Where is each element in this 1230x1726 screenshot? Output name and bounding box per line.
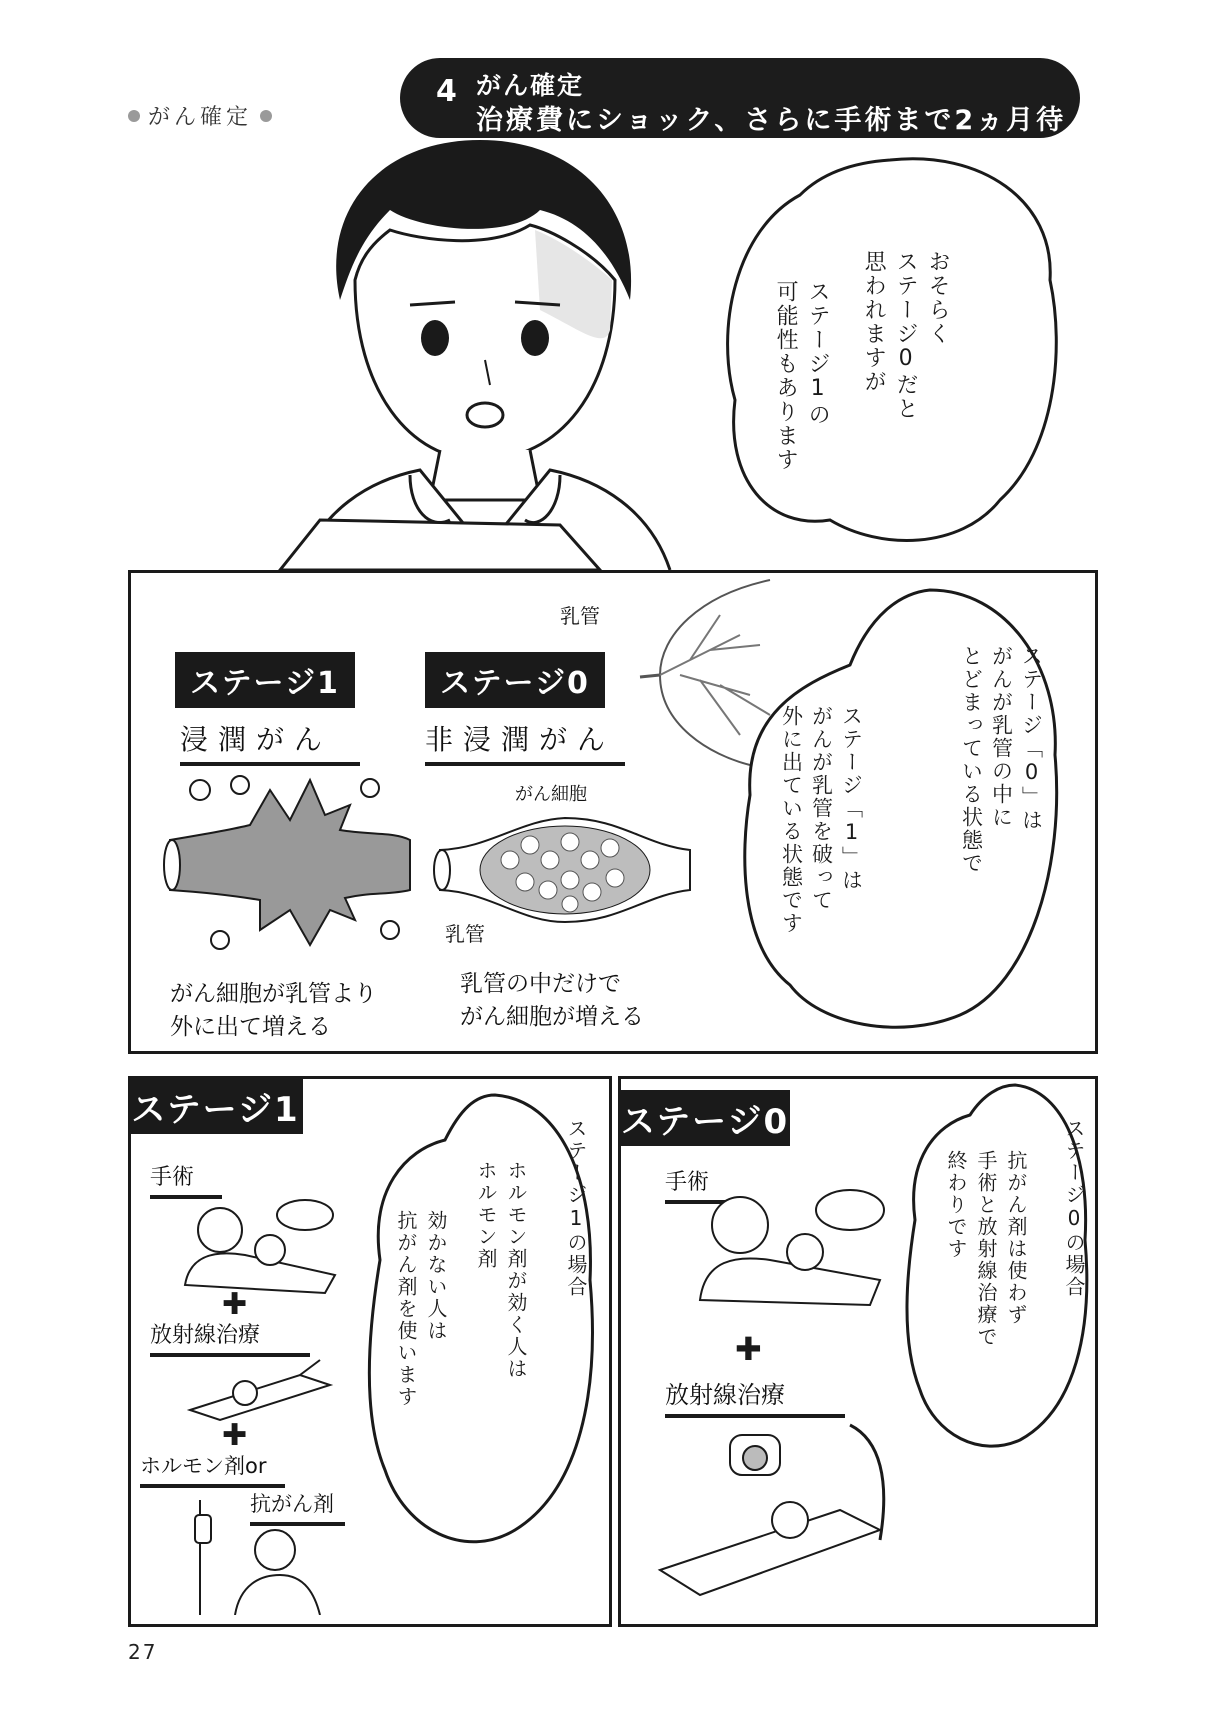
- stage1-caption-line2: 外に出て増える: [170, 1014, 331, 1040]
- bubble2-col3: とどまっている状態で: [959, 645, 984, 875]
- stage1-surgery-label: 手術: [150, 1160, 222, 1199]
- stage1-type: 浸潤がん: [180, 718, 360, 766]
- stage1-anticancer-label: 抗がん剤: [250, 1488, 345, 1526]
- bubble4-col3: 手術と放射線治療で: [974, 1150, 998, 1348]
- bubble4-col1: ステージ0の場合: [1062, 1118, 1086, 1298]
- stage1-treatment-label: ステージ1: [128, 1078, 303, 1134]
- invasive-cancer-diagram: [160, 770, 420, 970]
- bubble4-col2: 抗がん剤は使わず: [1004, 1150, 1028, 1326]
- duct-label-bottom: 乳管: [445, 922, 485, 946]
- bubble3-col2: ホルモン剤が効く人は: [504, 1160, 528, 1380]
- duct-label-top: 乳管: [560, 604, 600, 628]
- bubble4-col4: 終わりです: [944, 1150, 968, 1260]
- chapter-title-banner: [400, 58, 1080, 138]
- bullet-dot-icon: [260, 110, 272, 122]
- stage1-radiation-label: 放射線治療: [150, 1318, 310, 1357]
- stage0-surgery-label: 手術: [665, 1165, 737, 1204]
- stage1-label: ステージ1: [175, 652, 355, 708]
- stage0-caption-line1: 乳管の中だけで: [460, 971, 621, 997]
- bubble1-col4: ステージ1の: [805, 280, 831, 427]
- surgery-illustration: [175, 1195, 345, 1295]
- stage0-label: ステージ0: [425, 652, 605, 708]
- plus-icon: ✚: [222, 1287, 248, 1322]
- chapter-title-line2: 治療費にショック、さらに手術まで2ヵ月待: [476, 105, 1067, 136]
- non-invasive-cancer-diagram: [430, 810, 700, 930]
- radiation-illustration-large: [650, 1420, 910, 1610]
- bubble2-col5: がんが乳管を破って: [809, 705, 834, 912]
- stage1-hormone-label: ホルモン剤or: [140, 1450, 285, 1488]
- bubble3-col1: ステージ1の場合: [564, 1118, 588, 1298]
- bubble2-col6: 外に出ている状態です: [779, 705, 804, 935]
- radiation-illustration-small: [180, 1355, 340, 1425]
- bubble2-col2: がんが乳管の中に: [989, 645, 1014, 829]
- bubble3-col4: 効かない人は: [424, 1210, 448, 1342]
- bubble2-col4: ステージ「1」は: [839, 705, 864, 892]
- bubble1-col2: ステージ0だと: [893, 250, 919, 421]
- bubble3-col5: 抗がん剤を使います: [394, 1210, 418, 1408]
- plus-icon: ✚: [222, 1418, 248, 1453]
- bubble2-col1: ステージ「0」は: [1019, 645, 1044, 832]
- cancer-cells-label: がん細胞: [515, 784, 587, 805]
- surgery-illustration-large: [690, 1180, 890, 1310]
- chapter-label-text: がん確定: [148, 105, 253, 130]
- bubble1-col5: 可能性もあります: [773, 280, 799, 472]
- stage0-treatment-label: ステージ0: [620, 1090, 790, 1146]
- chapter-number: 4: [436, 74, 457, 109]
- page-number: 27: [128, 1640, 158, 1664]
- doctor-illustration: [260, 130, 700, 570]
- chapter-label: [128, 100, 272, 131]
- stage0-radiation-label: 放射線治療: [665, 1375, 845, 1418]
- bubble1-col3: 思われますが: [861, 250, 887, 394]
- stage0-caption-line2: がん細胞が増える: [460, 1004, 644, 1030]
- stage0-type: 非浸潤がん: [425, 718, 625, 766]
- bullet-dot-icon: [128, 110, 140, 122]
- chapter-title-line1: がん確定: [476, 71, 585, 100]
- bubble3-col3: ホルモン剤: [474, 1160, 498, 1270]
- stage1-caption-line1: がん細胞が乳管より: [170, 981, 377, 1007]
- iv-drip-illustration: [180, 1500, 330, 1615]
- plus-icon: ✚: [735, 1330, 762, 1368]
- bubble1-col1: おそらく: [925, 250, 951, 346]
